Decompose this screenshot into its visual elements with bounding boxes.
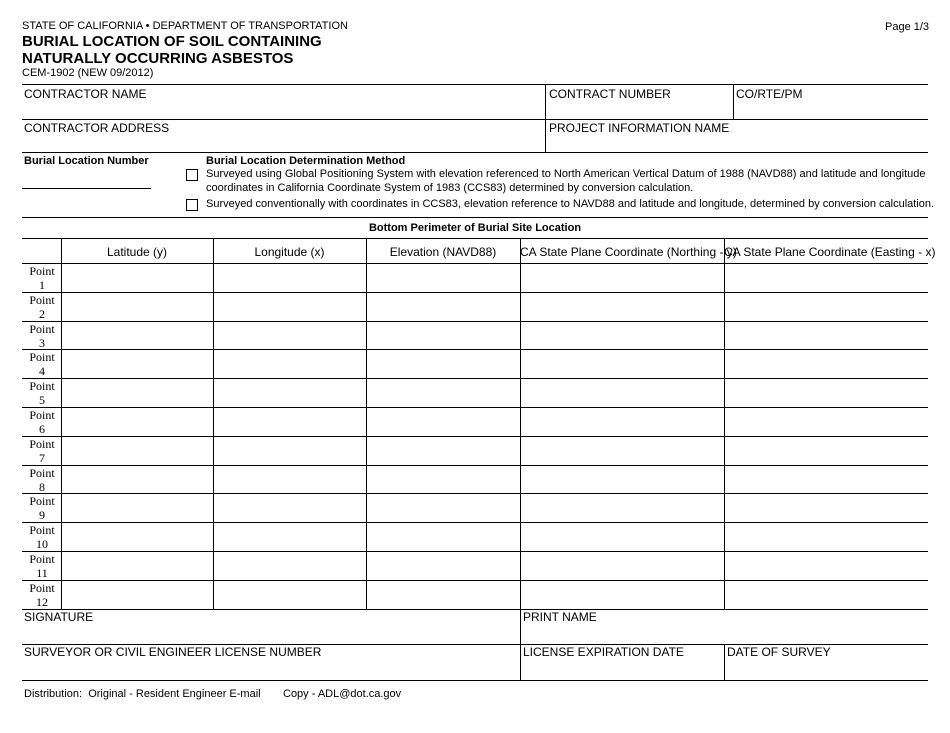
point-3-elevation-input[interactable] (369, 326, 517, 344)
point-label: Point 9 (29, 494, 55, 522)
co-rte-pm-field[interactable] (736, 101, 926, 117)
signature-field[interactable] (24, 624, 516, 642)
divider (22, 84, 928, 85)
point-12-latitude-input[interactable] (64, 585, 210, 603)
contractor-name-field[interactable] (24, 101, 540, 117)
underline (22, 188, 151, 189)
point-7-easting-input[interactable] (727, 441, 925, 459)
point-2-longitude-input[interactable] (216, 297, 363, 315)
point-10-easting-input[interactable] (727, 527, 925, 545)
point-9-elevation-input[interactable] (369, 498, 517, 516)
column-header-easting: CA State Plane Coordinate (Easting - x) (724, 245, 936, 259)
table-row-line (22, 522, 928, 523)
point-12-elevation-input[interactable] (369, 585, 517, 603)
divider (22, 238, 928, 239)
point-2-northing-input[interactable] (523, 297, 721, 315)
point-1-northing-input[interactable] (523, 268, 721, 286)
copy-email-link[interactable]: Copy - ADL@dot.ca.gov (283, 688, 402, 700)
point-11-longitude-input[interactable] (216, 556, 363, 574)
point-9-latitude-input[interactable] (64, 498, 210, 516)
divider (545, 84, 546, 152)
point-1-easting-input[interactable] (727, 268, 925, 286)
point-9-longitude-input[interactable] (216, 498, 363, 516)
table-row-line (22, 349, 928, 350)
point-5-elevation-input[interactable] (369, 383, 517, 401)
divider (22, 217, 928, 218)
point-8-easting-input[interactable] (727, 470, 925, 488)
divider (733, 84, 734, 119)
gps-method-text-line2: coordinates in California Coordinate System of 1983 (CCS83) determined by conversion calculation. (206, 182, 694, 194)
date-of-survey-label: DATE OF SURVEY (727, 645, 831, 659)
point-11-easting-input[interactable] (727, 556, 925, 574)
point-5-easting-input[interactable] (727, 383, 925, 401)
project-information-name-field[interactable] (549, 134, 927, 150)
point-label: Point 8 (29, 466, 55, 494)
point-10-northing-input[interactable] (523, 527, 721, 545)
point-3-latitude-input[interactable] (64, 326, 210, 344)
print-name-label: PRINT NAME (523, 610, 597, 624)
point-7-elevation-input[interactable] (369, 441, 517, 459)
point-label: Point 7 (29, 437, 55, 465)
burial-location-number-label: Burial Location Number (24, 155, 149, 167)
form-number: CEM-1902 (NEW 09/2012) (22, 67, 154, 79)
point-label: Point 6 (29, 408, 55, 436)
point-3-longitude-input[interactable] (216, 326, 363, 344)
point-label: Point 2 (29, 293, 55, 321)
point-10-elevation-input[interactable] (369, 527, 517, 545)
divider (724, 644, 725, 680)
method-heading: Burial Location Determination Method (206, 155, 406, 167)
point-label: Point 11 (29, 552, 55, 580)
license-number-field[interactable] (24, 660, 516, 678)
gps-method-text-line1: Surveyed using Global Positioning System with elevation referenced to North American Vertical Datum of 1988 (NAVD88) and latitude and longitude (206, 168, 926, 180)
table-row-line (22, 580, 928, 581)
table-row-line (22, 407, 928, 408)
column-header-elevation: Elevation (NAVD88) (389, 245, 497, 259)
license-number-label: SURVEYOR OR CIVIL ENGINEER LICENSE NUMBER (24, 645, 322, 659)
table-row-line (22, 493, 928, 494)
form-title-line2: NATURALLY OCCURRING ASBESTOS (22, 50, 294, 67)
point-6-easting-input[interactable] (727, 412, 925, 430)
point-1-longitude-input[interactable] (216, 268, 363, 286)
page-number: Page 1/3 (885, 21, 930, 33)
table-row-line (22, 292, 928, 293)
point-10-latitude-input[interactable] (64, 527, 210, 545)
table-column-line (213, 238, 214, 609)
co-rte-pm-label: CO/RTE/PM (736, 87, 803, 101)
agency-line: STATE OF CALIFORNIA • DEPARTMENT OF TRANSPORTATION (22, 20, 348, 32)
point-8-elevation-input[interactable] (369, 470, 517, 488)
point-4-longitude-input[interactable] (216, 354, 363, 372)
contractor-address-field[interactable] (24, 134, 540, 150)
point-9-northing-input[interactable] (523, 498, 721, 516)
point-10-longitude-input[interactable] (216, 527, 363, 545)
table-column-line (520, 238, 521, 608)
point-11-elevation-input[interactable] (369, 556, 517, 574)
conventional-method-checkbox[interactable] (186, 199, 198, 211)
point-1-elevation-input[interactable] (369, 268, 517, 286)
burial-location-number-field[interactable] (22, 171, 150, 187)
divider (22, 680, 928, 681)
table-row-line (22, 436, 928, 437)
contractor-address-label: CONTRACTOR ADDRESS (24, 121, 170, 135)
point-12-northing-input[interactable] (523, 585, 721, 603)
date-of-survey-field[interactable] (727, 660, 925, 678)
table-row-line (22, 378, 928, 379)
contractor-name-label: CONTRACTOR NAME (24, 87, 147, 101)
point-12-longitude-input[interactable] (216, 585, 363, 603)
point-8-longitude-input[interactable] (216, 470, 363, 488)
point-4-northing-input[interactable] (523, 354, 721, 372)
divider (520, 608, 521, 680)
point-4-latitude-input[interactable] (64, 354, 210, 372)
point-4-elevation-input[interactable] (369, 354, 517, 372)
table-row-line (22, 321, 928, 322)
point-5-longitude-input[interactable] (216, 383, 363, 401)
point-3-northing-input[interactable] (523, 326, 721, 344)
point-4-easting-input[interactable] (727, 354, 925, 372)
point-8-northing-input[interactable] (523, 470, 721, 488)
table-caption: Bottom Perimeter of Burial Site Location (368, 222, 582, 234)
point-3-easting-input[interactable] (727, 326, 925, 344)
point-6-northing-input[interactable] (523, 412, 721, 430)
point-1-latitude-input[interactable] (64, 268, 210, 286)
point-2-latitude-input[interactable] (64, 297, 210, 315)
point-label: Point 4 (29, 350, 55, 378)
point-7-northing-input[interactable] (523, 441, 721, 459)
point-6-longitude-input[interactable] (216, 412, 363, 430)
point-8-latitude-input[interactable] (64, 470, 210, 488)
point-label: Point 12 (29, 581, 55, 609)
point-11-northing-input[interactable] (523, 556, 721, 574)
point-9-easting-input[interactable] (727, 498, 925, 516)
table-row-line (22, 465, 928, 466)
license-expiration-label: LICENSE EXPIRATION DATE (523, 645, 684, 659)
contract-number-label: CONTRACT NUMBER (549, 87, 671, 101)
point-label: Point 1 (29, 264, 55, 292)
column-header-latitude: Latitude (y) (106, 245, 168, 259)
point-label: Point 10 (29, 523, 55, 551)
table-bottom-line (22, 609, 928, 610)
point-12-easting-input[interactable] (727, 585, 925, 603)
gps-method-checkbox[interactable] (186, 169, 198, 181)
point-11-latitude-input[interactable] (64, 556, 210, 574)
license-expiration-field[interactable] (523, 660, 721, 678)
point-5-latitude-input[interactable] (64, 383, 210, 401)
form-title-line1: BURIAL LOCATION OF SOIL CONTAINING (22, 33, 322, 50)
point-6-latitude-input[interactable] (64, 412, 210, 430)
divider (22, 119, 928, 120)
table-column-line (724, 238, 725, 609)
column-header-longitude: Longitude (x) (254, 245, 325, 259)
signature-label: SIGNATURE (24, 610, 94, 624)
distribution-note: Distribution: Original - Resident Engineer E-mail (24, 688, 261, 700)
point-label: Point 5 (29, 379, 55, 407)
point-7-latitude-input[interactable] (64, 441, 210, 459)
conventional-method-text: Surveyed conventionally with coordinates in CCS83, elevation reference to NAVD88 and latitude and longitude, determined by conversion calculation. (206, 198, 935, 210)
point-5-northing-input[interactable] (523, 383, 721, 401)
point-label: Point 3 (29, 322, 55, 350)
contract-number-field[interactable] (549, 101, 729, 117)
point-6-elevation-input[interactable] (369, 412, 517, 430)
point-2-elevation-input[interactable] (369, 297, 517, 315)
point-7-longitude-input[interactable] (216, 441, 363, 459)
project-information-name-label: PROJECT INFORMATION NAME (549, 121, 730, 135)
point-2-easting-input[interactable] (727, 297, 925, 315)
table-row-line (22, 263, 928, 264)
column-header-northing: CA State Plane Coordinate (Northing - y) (520, 245, 737, 259)
table-column-line (366, 238, 367, 609)
print-name-field[interactable] (523, 624, 925, 642)
divider (22, 152, 928, 153)
table-row-line (22, 551, 928, 552)
